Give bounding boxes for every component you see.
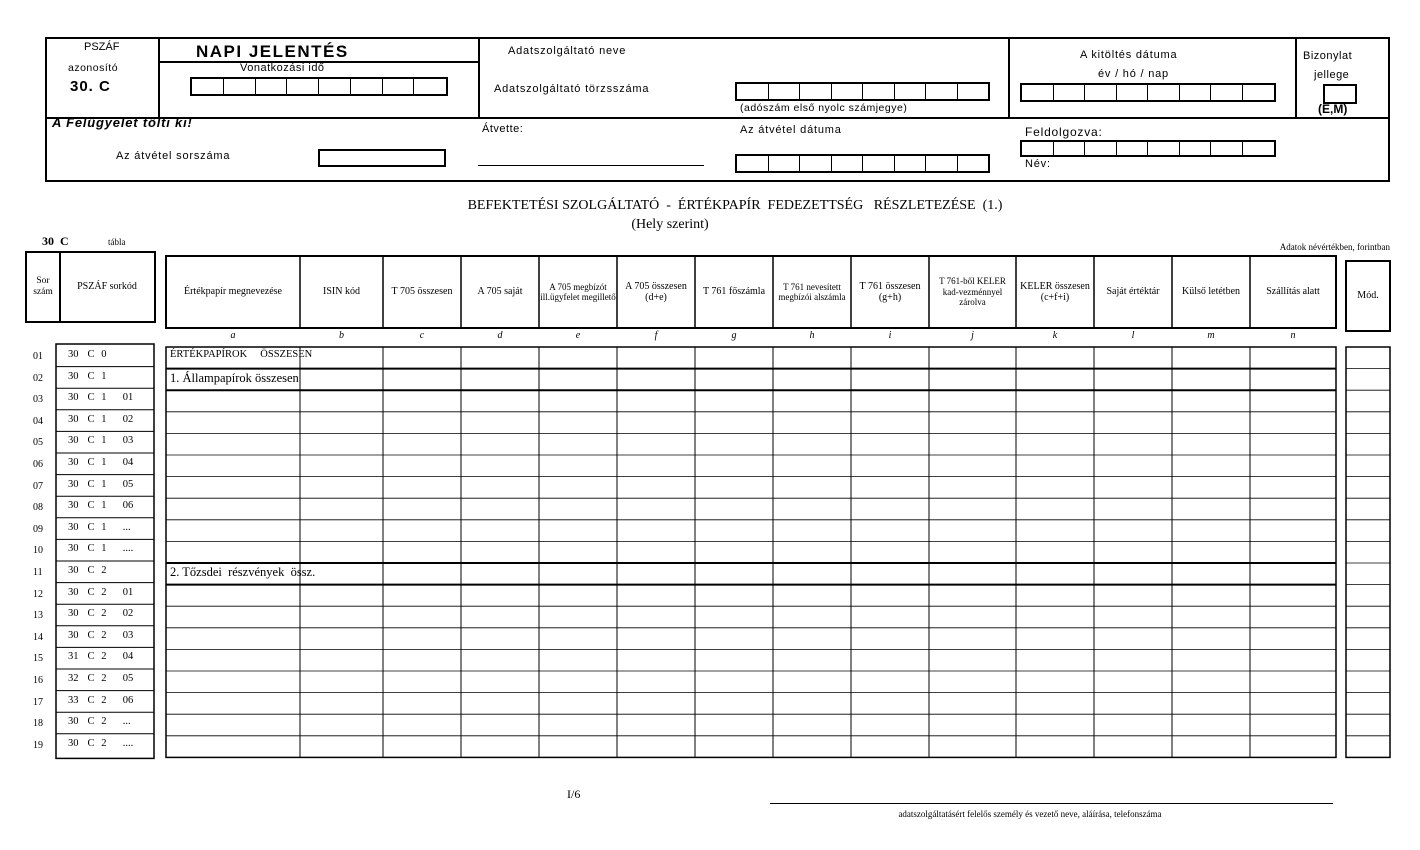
column-header-f: A 705 összesen (d+e) [625,280,687,303]
sorkod-part: .... [122,543,134,555]
row-number: 16 [33,675,43,686]
sorkod-part: 30 [68,608,79,620]
report-title: NAPI JELENTÉS [196,42,349,61]
row-number: 07 [33,480,43,492]
sorkod-part: 30 [68,521,79,533]
sorkod-part: 1 [101,457,107,468]
sorkod-part: C [87,457,95,468]
sorkod-part: 33 [68,694,79,706]
row-label: 2. Tőzsdei részvények össz. [170,565,316,579]
sorkod-part: .... [122,737,134,749]
mod-column-box [1346,347,1390,757]
sorkod-part: 30 [68,370,79,382]
row-number: 04 [33,415,43,427]
sorkod-part: 1 [101,370,107,382]
sorkod-part: 30 [68,392,79,404]
sorkod-part: 2 [101,737,107,749]
sorkod-part: 02 [122,608,134,620]
row-sorkod [58,366,152,387]
sorkod-part: 2 [101,586,107,598]
sorkod-part: ... [122,716,131,728]
sorkod-part: 31 [68,651,79,663]
sorkod-part: 06 [122,694,134,706]
row-number: 15 [33,653,43,665]
row-sorkod [58,344,152,365]
sorkod-part: 1 [101,413,107,425]
sorkod-part: 01 [122,586,134,598]
row-sorkod [58,625,152,646]
sorkod-part: C [87,521,95,533]
sorkod-part: C [87,435,95,447]
sorkod-part: C [87,629,95,641]
row-number: 05 [33,437,43,449]
sorkod-part: 30 [68,413,79,425]
row-number: 01 [33,351,43,362]
column-letter-a: a [230,330,236,341]
column-header-l: Saját értéktár [1106,286,1160,298]
row-sorkod [58,452,152,473]
sorkod-part: 04 [122,457,134,468]
column-header-k: KELER összesen (c+f+i) [1020,280,1090,303]
row-number: 13 [33,610,43,622]
sorkod-part: 0 [101,349,107,360]
row-sorkod [58,603,152,624]
sorkod-part: C [87,543,95,555]
sorkod-part: C [87,370,95,382]
column-header-a: Értékpapír megnevezése [183,286,282,298]
sorkod-part: 01 [122,392,134,404]
main-title: BEFEKTETÉSI SZOLGÁLTATÓ - ÉRTÉKPAPÍR FEDEZETTSÉG RÉSZLETEZÉSE (1.) [467,198,1003,213]
sorkod-part: 02 [122,413,134,425]
row-sorkod [58,560,152,581]
row-sorkod [58,387,152,408]
row-number: 17 [33,696,43,708]
sorkod-part: 2 [101,608,107,620]
sorkod-part: C [87,392,95,404]
page-number: I/6 [567,787,581,801]
adatszolgaltato-neve-label: Adatszolgáltató neve [508,45,627,57]
sorkod-part: 30 [68,737,79,749]
sorkod-part: 2 [101,565,107,576]
row-sorkod [58,646,152,667]
sorkod-part: 30 [68,457,79,468]
bizonylat-label: Bizonylat [1303,50,1353,62]
sorkod-part: C [87,737,95,749]
sorkod-part: C [87,673,95,684]
column-header-h: T 761 nevesített megbízói alszámla [778,281,846,302]
em-label: (E,M) [1318,102,1348,116]
column-header-m: Külső letétben [1181,286,1241,298]
row-label: 1. Állampapírok összesen [170,370,299,385]
sorkod-part: C [87,500,95,512]
column-letter-l: l [1131,330,1135,341]
kitoltes-datuma-label: A kitöltés dátuma [1080,49,1178,61]
row-number: 19 [33,739,43,751]
sorkod-part: 30 [68,565,79,576]
row-number: 02 [33,372,43,384]
jellege-label: jellege [1314,69,1350,81]
column-header-d: A 705 saját [477,286,523,298]
row-sorkod [58,409,152,430]
atvetel-sorszama-label: Az átvétel sorszáma [116,150,231,162]
sorkod-part: C [87,716,95,728]
feldolgozva-label: Feldolgozva: [1025,125,1103,139]
row-number: 03 [33,394,43,406]
sorkod-part: C [87,413,95,425]
azonosito-label: azonosító [68,62,119,74]
row-sorkod [58,430,152,451]
signature-note: adatszolgáltatásért felelős személy és vezető neve, aláírása, telefonszáma [898,809,1162,819]
sorkod-part: 30 [68,349,79,360]
sorkod-part: 2 [101,651,107,663]
ev-ho-nap-label: év / hó / nap [1098,68,1169,80]
sorkod-part: 2 [101,716,107,728]
sorkod-part: 1 [101,543,107,555]
sorkod-part: 1 [101,478,107,490]
felugyelet-label: A Felügyelet tölti ki! [52,115,193,130]
column-header-j: T 761-ből KELER kad-vezménnyel zárolva [939,276,1006,308]
column-header-i: T 761 összesen (g+h) [859,280,921,303]
sorkod-part: 1 [101,435,107,447]
column-header-e: A 705 megbízót ill.ügyfelet megillető [540,281,616,302]
atvette-label: Átvette: [482,123,524,135]
sorkod-part: C [87,478,95,490]
column-letter-n: n [1290,330,1296,341]
row-number: 10 [33,545,43,557]
column-letter-b: b [339,330,344,341]
nev-label: Név: [1025,158,1051,170]
column-letter-e: e [575,330,581,341]
form-id: 30. C [70,78,111,95]
column-letter-f: f [654,330,658,341]
sorkod-part: 30 [68,500,79,512]
subtitle: (Hely szerint) [631,217,709,232]
column-letter-k: k [1052,330,1058,341]
table-word: tábla [108,237,126,247]
column-letter-c: c [419,330,425,341]
sorkod-part: C [87,608,95,620]
row-sorkod [58,495,152,516]
sorkod-part: 06 [122,500,134,512]
sorkod-part: 03 [122,629,134,641]
row-sorkod [58,690,152,711]
column-letter-d: d [497,330,503,341]
row-sorkod [58,474,152,495]
column-letter-i: i [888,330,892,341]
row-number: 12 [33,588,43,600]
body-box [166,347,1336,757]
torzsszam-label: Adatszolgáltató törzsszáma [494,83,650,95]
sorkod-part: 32 [68,673,79,684]
sorkod-part: 1 [101,500,107,512]
pszaf-label: PSZÁF [84,41,120,53]
row-number: 18 [33,718,43,730]
row-number: 06 [33,459,43,470]
signature-line [770,803,1333,804]
row-sorkod [58,517,152,538]
row-number: 14 [33,631,43,643]
vonatkozasi-ido-label: Vonatkozási idő [240,62,325,74]
column-header-b: ISIN kód [323,286,360,298]
sorkod-part: 2 [101,673,107,684]
sorkod-part: 03 [122,435,134,447]
torzsszam-note: (adószám első nyolc számjegye) [740,102,908,114]
row-number: 11 [33,567,43,578]
sorkod-part: 30 [68,543,79,555]
column-header-g: T 761 főszámla [702,286,766,298]
table-number: 30 C [42,234,69,248]
sorkod-part: ... [122,521,131,533]
sorkod-part: 30 [68,586,79,598]
sorkod-part: 30 [68,478,79,490]
sorkod-part: 05 [122,673,134,684]
sorkod-part: C [87,349,95,360]
sorkod-part: 2 [101,694,107,706]
sorkod-part: 2 [101,629,107,641]
sorkod-part: 1 [101,521,107,533]
row-sorkod [58,668,152,689]
row-sorkod [58,538,152,559]
column-letter-g: g [731,330,737,341]
sorkod-part: 30 [68,629,79,641]
row-label: ÉRTÉKPAPÍROK ÖSSZESEN [170,349,313,360]
sorkod-part: 30 [68,716,79,728]
row-number: 08 [33,502,43,514]
sorkod-part: 1 [101,392,107,404]
mod-header: Mód. [1357,290,1379,302]
units-note: Adatok névértékben, forintban [1279,242,1390,252]
atvetel-datuma-label: Az átvétel dátuma [740,124,842,136]
row-sorkod [58,733,152,754]
sorkod-header: PSZÁF sorkód [77,281,137,293]
row-number: 09 [33,523,43,535]
sorkod-part: C [87,694,95,706]
column-letter-m: m [1207,330,1215,341]
sorkod-part: C [87,651,95,663]
sorkod-part: 30 [68,435,79,447]
column-letter-h: h [809,330,815,341]
row-sorkod [58,711,152,732]
row-sorkod [58,582,152,603]
column-letter-j: j [971,330,974,341]
sor-szam-header: Sor szám [33,276,53,297]
sorkod-part: C [87,586,95,598]
sorkod-part: 04 [122,651,134,663]
sorkod-part: 05 [122,478,134,490]
column-header-c: T 705 összesen [391,286,453,298]
column-header-n: Szállítás alatt [1266,286,1320,298]
sorkod-part: C [87,565,95,576]
